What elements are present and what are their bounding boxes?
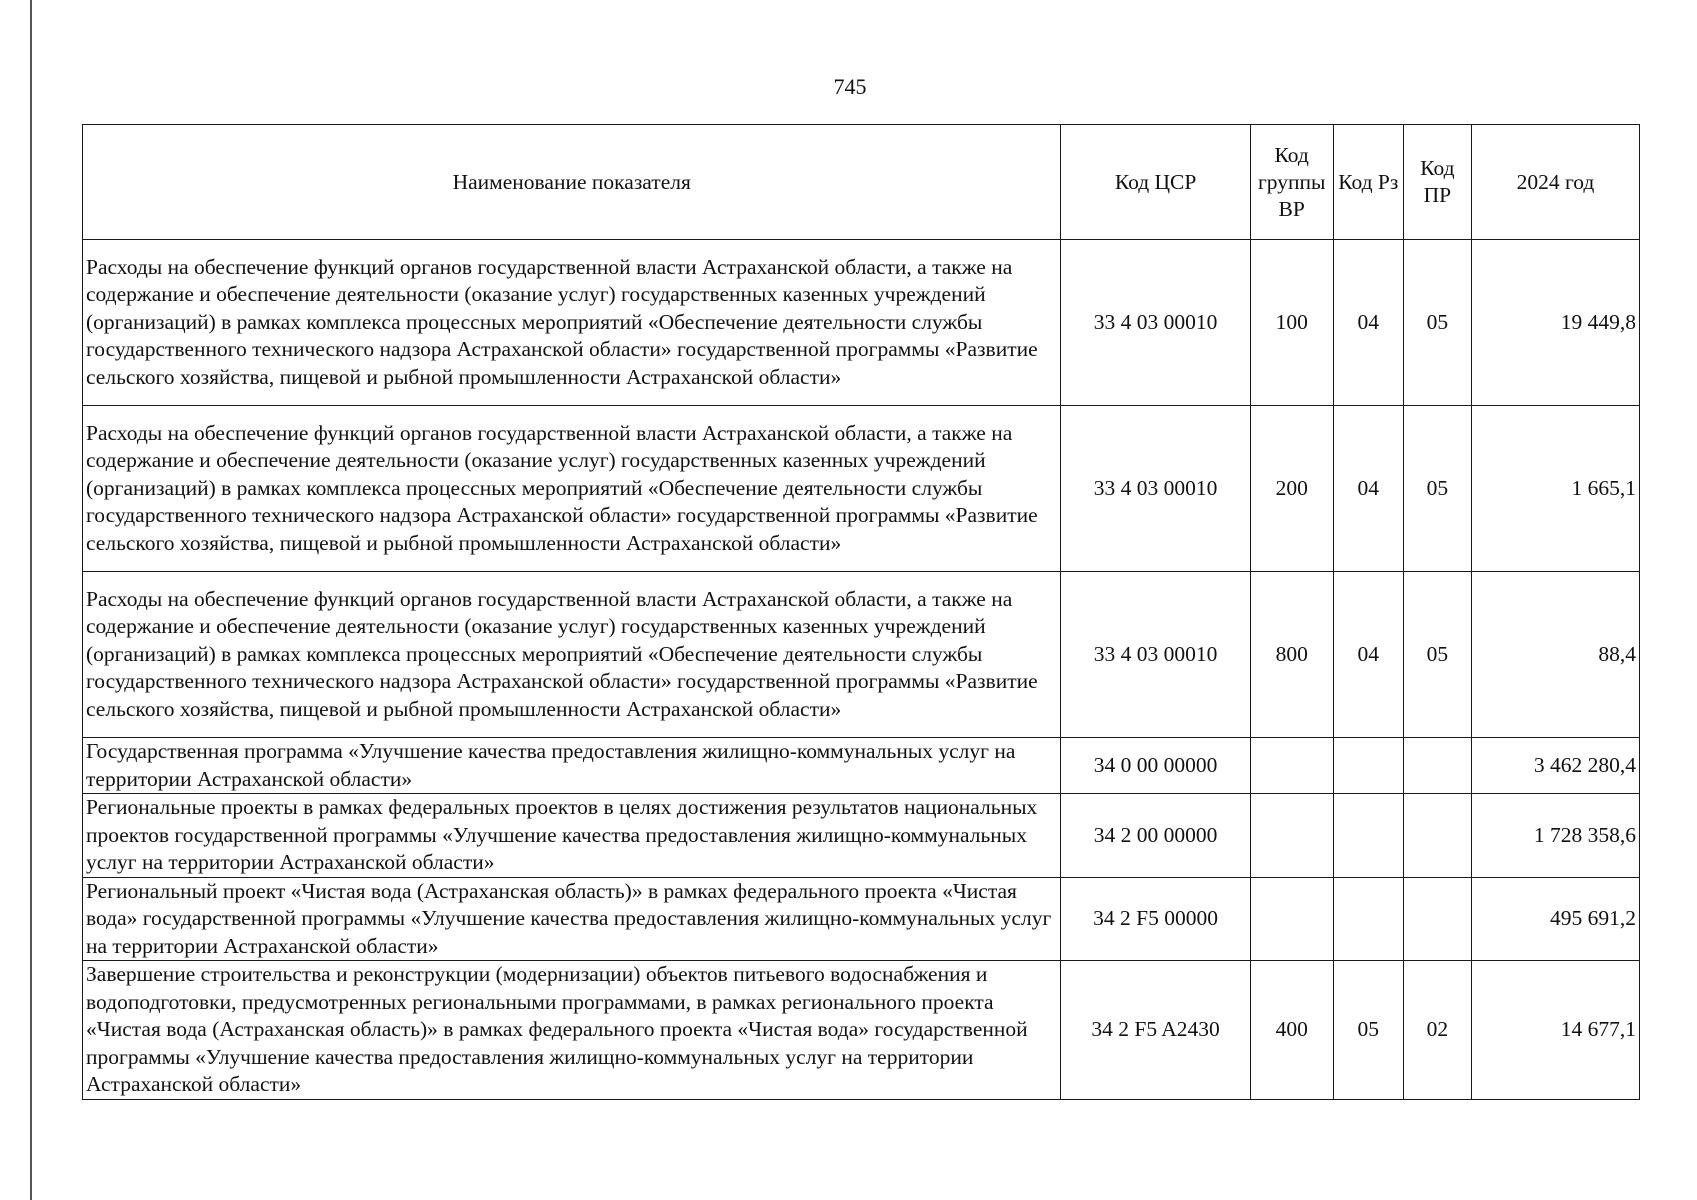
cell-csr: 34 0 00 00000 (1061, 738, 1250, 794)
header-name: Наименование показателя (83, 125, 1061, 240)
cell-pr (1403, 738, 1471, 794)
cell-amount: 19 449,8 (1471, 240, 1639, 406)
cell-name: Региональный проект «Чистая вода (Астраханская область)» в рамках федерального проекта «Чистая вода» государственной программы «Улучшение качества предоставления жилищно-коммунальных услуг на территории Астраханской области» (83, 877, 1061, 961)
cell-pr: 05 (1403, 240, 1471, 406)
table-row (83, 877, 1640, 961)
cell-vr: 800 (1250, 572, 1333, 738)
cell-name: Региональные проекты в рамках федеральных проектов в целях достижения результатов национальных проектов государственной программы «Улучшение качества предоставления жилищно-коммунальных услуг на территории Астраханской области» (83, 794, 1061, 878)
header-row (83, 125, 1640, 240)
table-row (83, 572, 1640, 738)
cell-rz (1333, 794, 1403, 878)
cell-csr: 33 4 03 00010 (1061, 572, 1250, 738)
cell-pr: 02 (1403, 961, 1471, 1100)
margin-line (30, 0, 32, 1200)
cell-pr (1403, 877, 1471, 961)
cell-vr (1250, 877, 1333, 961)
cell-vr: 200 (1250, 406, 1333, 572)
cell-rz: 04 (1333, 240, 1403, 406)
table-body (83, 240, 1640, 1100)
page-number: 745 (833, 74, 867, 99)
header-year: 2024 год (1471, 125, 1639, 240)
cell-amount: 3 462 280,4 (1471, 738, 1639, 794)
cell-pr (1403, 794, 1471, 878)
cell-csr: 33 4 03 00010 (1061, 406, 1250, 572)
budget-table (82, 124, 1640, 1100)
cell-rz (1333, 877, 1403, 961)
cell-pr: 05 (1403, 572, 1471, 738)
table-row (83, 406, 1640, 572)
cell-vr: 400 (1250, 961, 1333, 1100)
header-vr: Код группы ВР (1250, 125, 1333, 240)
cell-amount: 1 728 358,6 (1471, 794, 1639, 878)
cell-amount: 1 665,1 (1471, 406, 1639, 572)
cell-amount: 14 677,1 (1471, 961, 1639, 1100)
cell-rz (1333, 738, 1403, 794)
cell-rz: 04 (1333, 572, 1403, 738)
table-header (83, 125, 1640, 240)
cell-vr: 100 (1250, 240, 1333, 406)
header-csr: Код ЦСР (1061, 125, 1250, 240)
cell-name: Расходы на обеспечение функций органов государственной власти Астраханской области, а также на содержание и обеспечение деятельности (оказание услуг) государственных казенных учреждений (организаций) в рамках комплекса процессных мероприятий «Обеспечение деятельности службы государственного технического надзора Астраханской области» государственной программы «Развитие сельского хозяйства, пищевой и рыбной промышленности Астраханской области» (83, 240, 1061, 406)
cell-pr: 05 (1403, 406, 1471, 572)
cell-csr: 34 2 F5 A2430 (1061, 961, 1250, 1100)
cell-amount: 495 691,2 (1471, 877, 1639, 961)
cell-csr: 34 2 F5 00000 (1061, 877, 1250, 961)
cell-csr: 34 2 00 00000 (1061, 794, 1250, 878)
cell-name: Государственная программа «Улучшение качества предоставления жилищно-коммунальных услуг на территории Астраханской области» (83, 738, 1061, 794)
cell-name: Расходы на обеспечение функций органов государственной власти Астраханской области, а также на содержание и обеспечение деятельности (оказание услуг) государственных казенных учреждений (организаций) в рамках комплекса процессных мероприятий «Обеспечение деятельности службы государственного технического надзора Астраханской области» государственной программы «Развитие сельского хозяйства, пищевой и рыбной промышленности Астраханской области» (83, 572, 1061, 738)
cell-vr (1250, 794, 1333, 878)
cell-csr: 33 4 03 00010 (1061, 240, 1250, 406)
table-row (83, 240, 1640, 406)
table-row (83, 794, 1640, 878)
cell-rz: 05 (1333, 961, 1403, 1100)
header-rz: Код Рз (1333, 125, 1403, 240)
cell-name: Расходы на обеспечение функций органов государственной власти Астраханской области, а также на содержание и обеспечение деятельности (оказание услуг) государственных казенных учреждений (организаций) в рамках комплекса процессных мероприятий «Обеспечение деятельности службы государственного технического надзора Астраханской области» государственной программы «Развитие сельского хозяйства, пищевой и рыбной промышленности Астраханской области» (83, 406, 1061, 572)
cell-vr (1250, 738, 1333, 794)
cell-amount: 88,4 (1471, 572, 1639, 738)
cell-rz: 04 (1333, 406, 1403, 572)
table-row (83, 738, 1640, 794)
header-pr: Код ПР (1403, 125, 1471, 240)
table-row (83, 961, 1640, 1100)
cell-name: Завершение строительства и реконструкции (модернизации) объектов питьевого водоснабжения и водоподготовки, предусмотренных региональными программами, в рамках регионального проекта «Чистая вода (Астраханская область)» в рамках федерального проекта «Чистая вода» государственной программы «Улучшение качества предоставления жилищно-коммунальных услуг на территории Астраханской области» (83, 961, 1061, 1100)
